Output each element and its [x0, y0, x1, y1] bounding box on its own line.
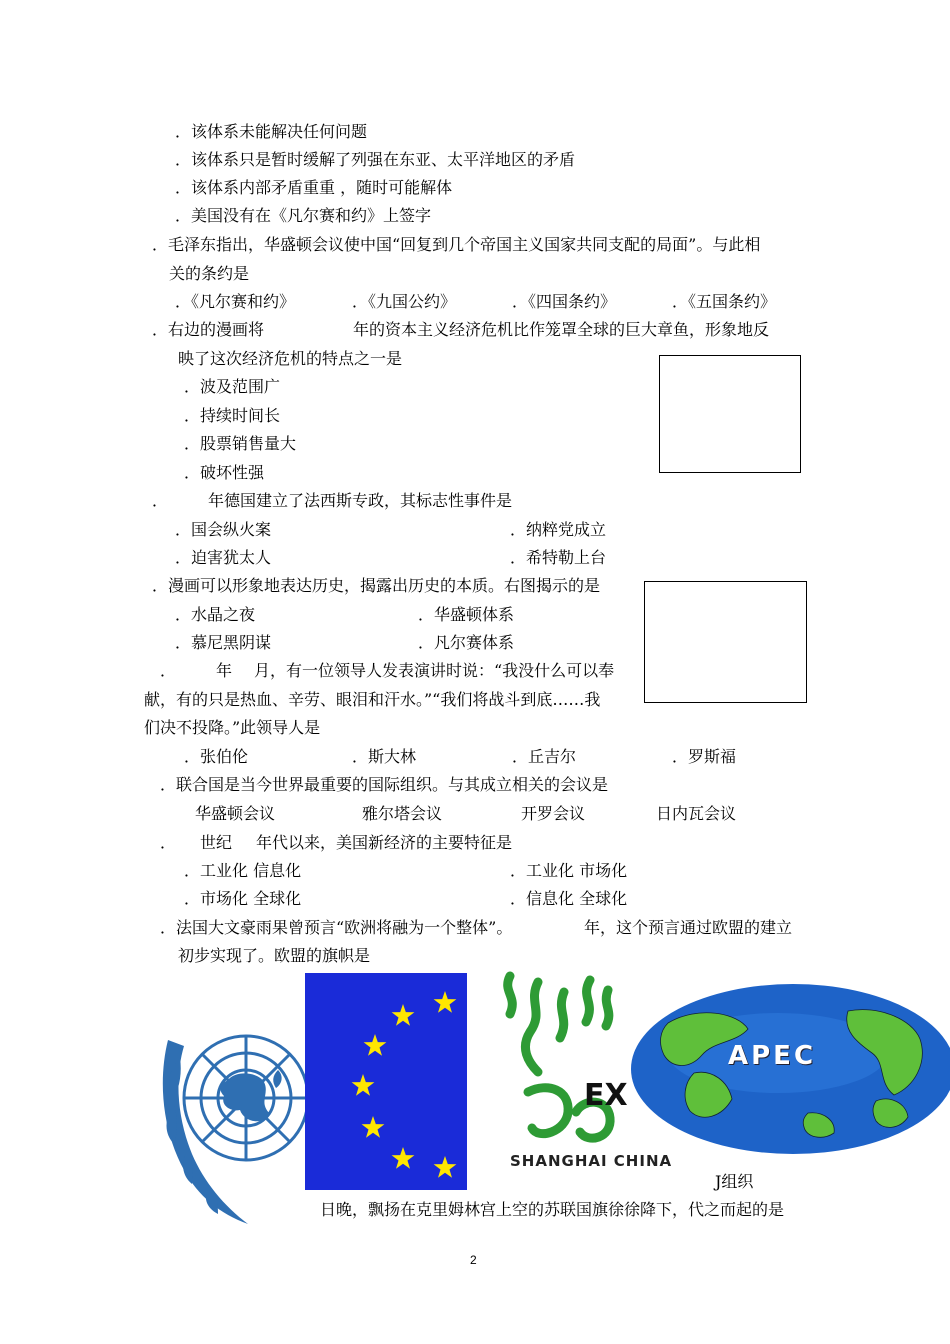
option-c: ．市场化 全球化 [184, 889, 302, 908]
option-d: ．信息化 全球化 [510, 889, 628, 908]
expo-text: EX [584, 1078, 628, 1113]
question-stem: 年，这个预言通过欧盟的建立 [584, 918, 793, 937]
option-d: ．《五国条约》 [672, 292, 777, 311]
option-b: ．该体系只是暂时缓解了列强在东亚、太平洋地区的矛盾 [175, 150, 576, 169]
option-c: ．该体系内部矛盾重重 ，随时可能解体 [175, 178, 453, 197]
question-stem: ．右边的漫画将 [152, 320, 265, 339]
option-a: ．工业化 信息化 [184, 861, 302, 880]
question-fragment: 日晚，飘扬在克里姆林宫上空的苏联国旗徐徐降下，代之而起的是 [320, 1200, 785, 1219]
option-d: ．美国没有在《凡尔赛和约》上签字 [175, 206, 432, 225]
apec-globe-image [628, 983, 950, 1156]
option-b: ．纳粹党成立 [510, 520, 607, 539]
question-stem: 年 [216, 661, 233, 680]
option-c: ．慕尼黑阴谋 [175, 633, 272, 652]
question-stem: ． [160, 833, 177, 852]
manhua-image-placeholder [644, 581, 807, 703]
question-stem: ．漫画可以形象地表达历史，揭露出历史的本质。右图揭示的是 [152, 576, 601, 595]
option-b: 雅尔塔会议 [362, 804, 443, 823]
question-stem: 年的资本主义经济危机比作笼罩全球的巨大章鱼，形象地反 [353, 320, 770, 339]
question-fragment: J组织 [715, 1172, 754, 1191]
option-b: ．工业化 市场化 [510, 861, 628, 880]
question-stem: 月，有一位领导人发表演讲时说：“我没什么可以奉 [254, 661, 615, 680]
option-d: 日内瓦会议 [656, 804, 737, 823]
question-stem: ．毛泽东指出，华盛顿会议使中国“回复到几个帝国主义国家共同支配的局面”。与此相 [152, 235, 761, 254]
cartoon-image-placeholder [659, 355, 801, 473]
option-a: ．水晶之夜 [175, 605, 256, 624]
question-stem: ．联合国是当今世界最重要的国际组织。与其成立相关的会议是 [160, 775, 609, 794]
option-b: ．华盛顿体系 [418, 605, 515, 624]
option-c: ．丘吉尔 [512, 747, 577, 766]
option-c: ．迫害犹太人 [175, 548, 272, 567]
question-stem: 年德国建立了法西斯专政，其标志性事件是 [208, 491, 513, 510]
option-d: ．凡尔赛体系 [418, 633, 515, 652]
option-a: ．《凡尔赛和约》 [175, 292, 296, 311]
question-stem: 关的条约是 [169, 264, 250, 283]
option-a: 华盛顿会议 [195, 804, 276, 823]
option-c: ．股票销售量大 [184, 434, 297, 453]
option-d: ．破坏性强 [184, 463, 265, 482]
question-stem: ． [160, 661, 177, 680]
option-d: ．罗斯福 [672, 747, 737, 766]
option-c: 开罗会议 [521, 804, 586, 823]
question-stem: 们决不投降。”此领导人是 [144, 718, 321, 737]
question-stem: 映了这次经济危机的特点之一是 [178, 349, 403, 368]
option-a: ．张伯伦 [184, 747, 249, 766]
option-a: ．国会纵火案 [175, 520, 272, 539]
apec-label: APEC [728, 1041, 817, 1071]
un-emblem-image [158, 1010, 318, 1232]
option-b: ．持续时间长 [184, 406, 281, 425]
expo-city-text: SHANGHAI CHINA [510, 1152, 673, 1170]
page-number: 2 [470, 1253, 477, 1267]
option-a: ．波及范围广 [184, 377, 281, 396]
question-stem: ．法国大文豪雨果曾预言“欧洲将融为一个整体”。 [160, 918, 513, 937]
question-stem: 世纪 [200, 833, 233, 852]
option-d: ．希特勒上台 [510, 548, 607, 567]
question-stem: 初步实现了。欧盟的旗帜是 [178, 946, 371, 965]
eu-flag-image [305, 973, 467, 1190]
option-a: ．该体系未能解决任何问题 [175, 122, 368, 141]
option-b: ．《九国公约》 [352, 292, 457, 311]
question-stem: ． [152, 491, 169, 510]
question-stem: 献，有的只是热血、辛劳、眼泪和汗水。”“我们将战斗到底……我 [144, 690, 601, 709]
question-stem: 年代以来，美国新经济的主要特征是 [256, 833, 513, 852]
option-b: ．斯大林 [352, 747, 417, 766]
option-c: ．《四国条约》 [512, 292, 617, 311]
